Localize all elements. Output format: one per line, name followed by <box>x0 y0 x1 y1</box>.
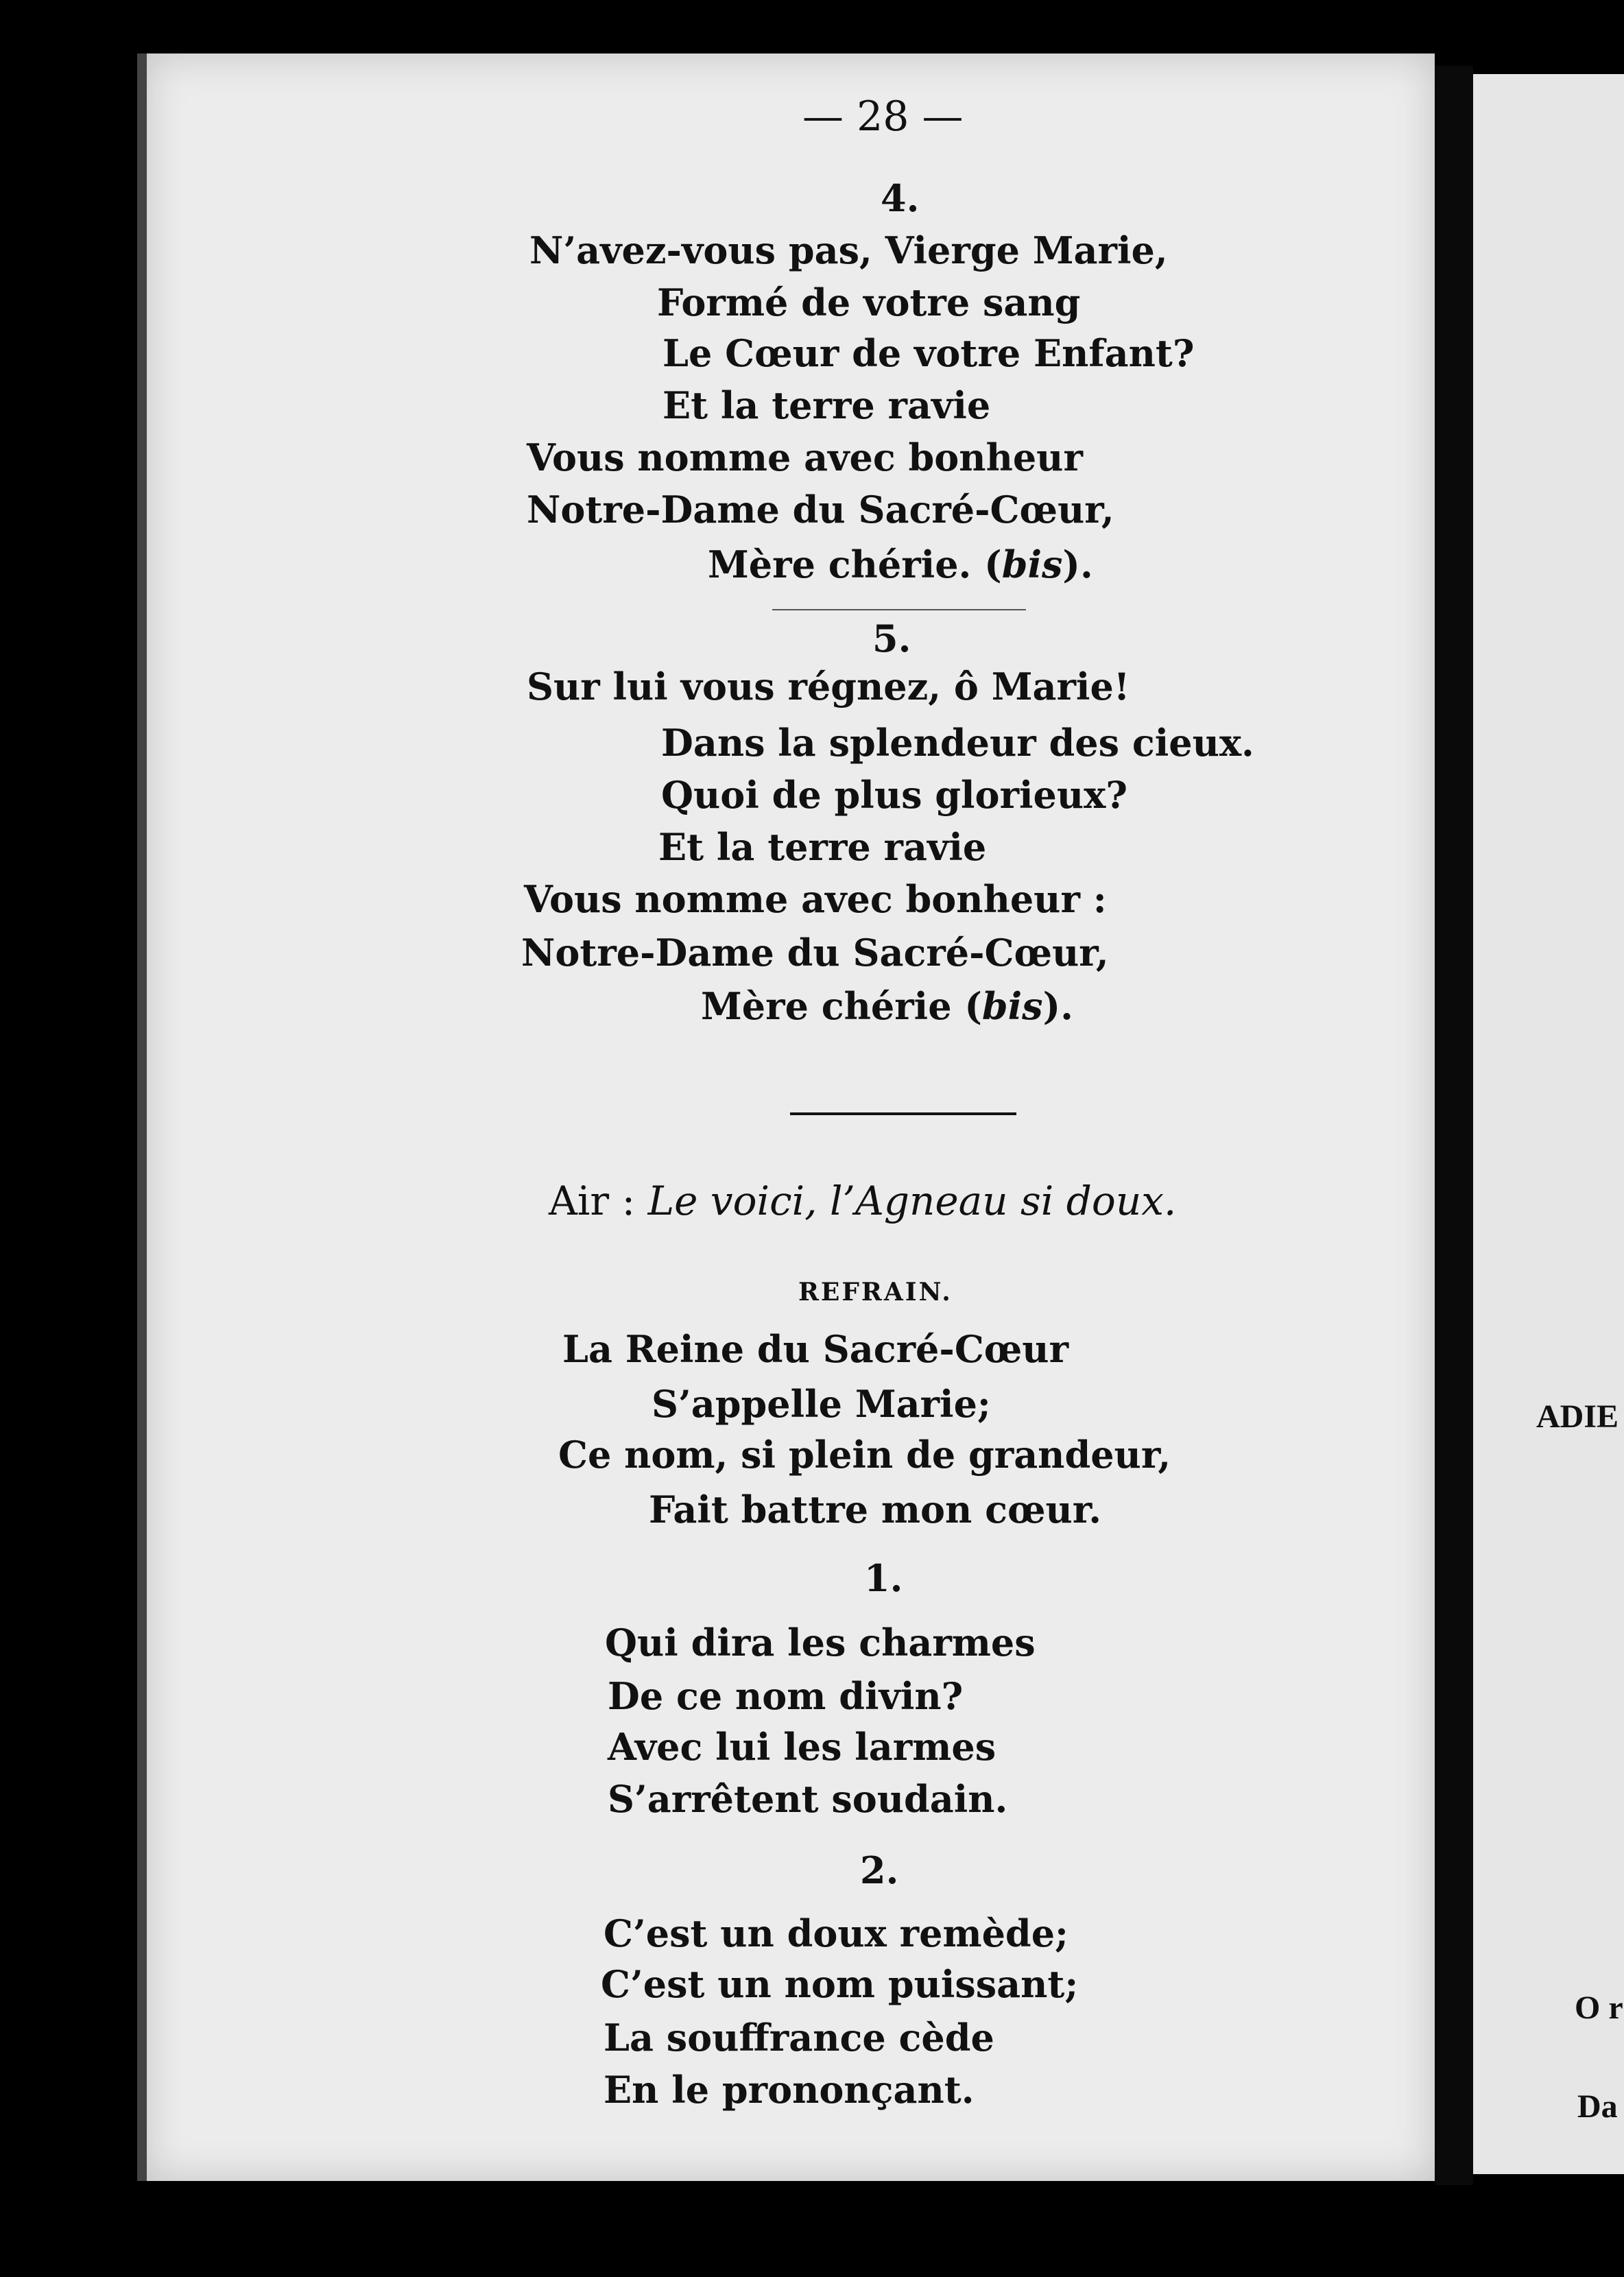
section-divider <box>790 1112 1016 1115</box>
verse-text: Mère chérie ( <box>701 984 982 1028</box>
facing-page-text: O r <box>1575 1990 1623 2026</box>
refrain-line: La Reine du Sacré-Cœur <box>562 1327 1069 1371</box>
verse-line: Notre-Dame du Sacré-Cœur, <box>521 931 1109 975</box>
verse-line: C’est un doux remède; <box>604 1911 1068 1955</box>
bis-mark: bis <box>981 984 1043 1028</box>
verse-line: De ce nom divin? <box>608 1674 964 1718</box>
facing-page-text: Da <box>1577 2088 1618 2125</box>
verse-close: ). <box>1062 543 1093 586</box>
verse-line: La souffrance cède <box>604 2016 994 2060</box>
refrain-line: Fait battre mon cœur. <box>649 1488 1102 1531</box>
verse-line: Formé de votre sang <box>657 281 1081 324</box>
verse-line: Vous nomme avec bonheur : <box>524 877 1107 921</box>
verse-line: Quoi de plus glorieux? <box>661 773 1127 817</box>
verse-line: Sur lui vous régnez, ô Marie! <box>527 665 1130 708</box>
stanza-number: 2. <box>860 1848 899 1892</box>
refrain-line: Ce nom, si plein de grandeur, <box>558 1433 1171 1477</box>
air-line <box>549 1178 1177 1224</box>
verse-line-last <box>701 984 1073 1028</box>
verse-line: Et la terre ravie <box>662 383 991 427</box>
verse-line: N’avez-vous pas, Vierge Marie, <box>529 228 1168 272</box>
verse-close: ). <box>1042 984 1073 1028</box>
refrain-line: S’appelle Marie; <box>652 1382 991 1426</box>
verse-line: Dans la splendeur des cieux. <box>661 721 1254 765</box>
page-number: — 28 — <box>802 93 964 141</box>
verse-line: C’est un nom puissant; <box>601 1962 1079 2006</box>
verse-line: Vous nomme avec bonheur <box>527 436 1083 479</box>
verse-line-last <box>708 543 1093 586</box>
verse-line: S’arrêtent soudain. <box>608 1777 1008 1821</box>
page-gutter <box>1435 66 1473 2185</box>
bis-mark: bis <box>1001 543 1063 586</box>
air-label: Air : <box>549 1178 636 1224</box>
verse-line: En le prononçant. <box>604 2068 975 2112</box>
refrain-heading: REFRAIN. <box>798 1278 953 1307</box>
verse-line: Notre-Dame du Sacré-Cœur, <box>527 488 1114 532</box>
stanza-number: 4. <box>881 176 920 220</box>
facing-page-text: ADIE <box>1536 1398 1619 1435</box>
facing-page <box>1473 74 1624 2174</box>
stanza-divider <box>772 609 1026 610</box>
stanza-number: 5. <box>872 617 911 660</box>
verse-text: Mère chérie. ( <box>708 543 1002 586</box>
air-title: Le voici, l’Agneau si doux. <box>647 1178 1177 1224</box>
verse-line: Le Cœur de votre Enfant? <box>662 331 1195 375</box>
verse-line: Qui dira les charmes <box>605 1621 1036 1665</box>
verse-line: Avec lui les larmes <box>608 1725 996 1769</box>
stanza-number: 1. <box>864 1556 903 1600</box>
verse-line: Et la terre ravie <box>658 825 987 869</box>
